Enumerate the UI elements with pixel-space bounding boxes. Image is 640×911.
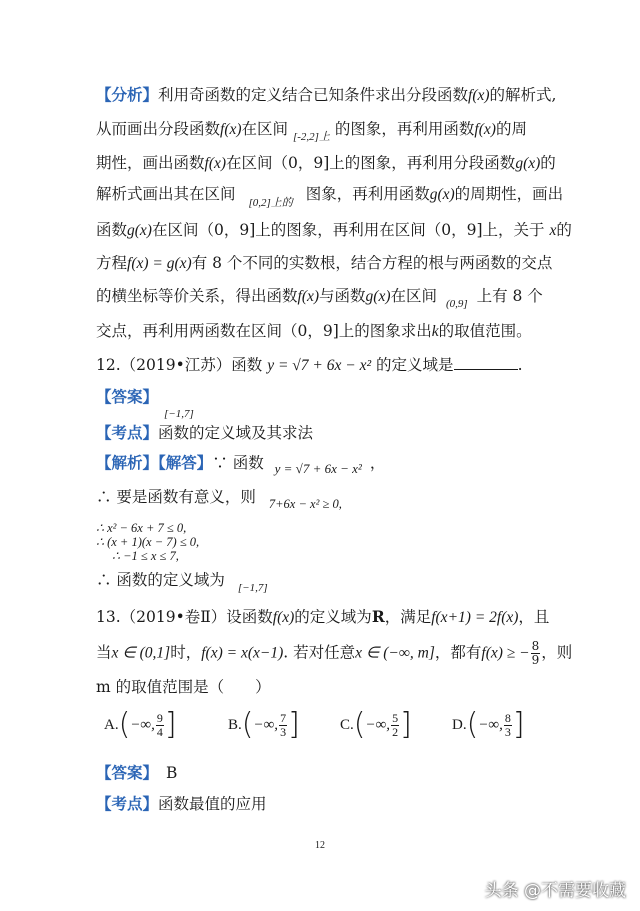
q13-kaodian: 【考点】函数最值的应用 bbox=[96, 795, 267, 813]
eight-ninths-fraction: $\frac{8}{9}$ bbox=[531, 639, 540, 667]
q12-answer-label: 【答案】 bbox=[96, 388, 159, 406]
option-c[interactable]: C. ( −∞, $\frac{5}{2}$ ] bbox=[340, 707, 412, 742]
q13-answer: 【答案】 B bbox=[96, 764, 178, 782]
analysis-line-5: 函数g(x)在区间（0，9]上的图象，再利用在区间（0，9]上，关于 x的 bbox=[96, 221, 572, 239]
watermark: 头条 @不需要收藏 bbox=[484, 881, 626, 901]
option-d[interactable]: D. ( −∞, $\frac{8}{3}$ ] bbox=[452, 707, 525, 742]
analysis-line-2: 从而画出分段函数f(x)在区间 $_{[-2,2]上}$ 的图象，再利用函数f(x)的周 bbox=[96, 120, 527, 143]
option-a[interactable]: A. ( −∞, $\frac{9}{4}$ ] bbox=[104, 707, 177, 742]
q12-step-5: ∴ 函数的定义域为 $_{[-1,7]}$ bbox=[96, 571, 268, 594]
option-b[interactable]: B. ( −∞, $\frac{7}{3}$ ] bbox=[228, 707, 300, 742]
q12-step-3: ∴ (x + 1)(x − 7) ≤ 0, bbox=[96, 535, 200, 549]
q12-step-1: ∴ 要是函数有意义，则 $_{7+6x - x^2 \ge 0,}$ bbox=[96, 488, 342, 511]
q12-step-4: ∴ −1 ≤ x ≤ 7, bbox=[112, 549, 179, 563]
q12-function: y = √7 + 6x − x² bbox=[267, 357, 372, 374]
q12-step-2: ∴ x² − 6x + 7 ≤ 0, bbox=[96, 521, 187, 535]
analysis-line-4: 解析式画出其在区间 $_{[0,2]上的}$ 图象，再利用函数g(x)的周期性，画出 bbox=[96, 185, 564, 209]
q12-jiexi: 【解析】【解答】∵ 函数 $_{y = √7 + 6x - x^2}$ ， bbox=[96, 454, 386, 476]
q12-kaodian: 【考点】函数的定义域及其求法 bbox=[96, 424, 314, 442]
question-13-stem-2: 当x ∈ (0,1]时，f(x) = x(x−1). 若对任意x ∈ (−∞, m]，都有f(x) ≥ − $\frac{8}{9}$ ，则 bbox=[96, 639, 573, 667]
analysis-line-6: 方程f(x) = g(x)有 8 个不同的实数根，结合方程的根与两函数的交点 bbox=[96, 254, 553, 272]
analysis-line-1: 【分析】利用奇函数的定义结合已知条件求出分段函数f(x)的解析式, bbox=[96, 86, 557, 104]
page-number: 12 bbox=[315, 840, 325, 851]
analysis-line-3: 期性，画出函数f(x)在区间（0，9]上的图象，再利用分段函数g(x)的 bbox=[96, 154, 556, 172]
q12-answer-value: [−1,7] bbox=[164, 408, 194, 420]
question-13-stem-3: m 的取值范围是（ ） bbox=[96, 678, 271, 696]
question-12-stem: 12.（2019•江苏）函数 y = √7 + 6x − x² 的定义域是 . bbox=[96, 356, 523, 374]
analysis-line-7: 的横坐标等价关系，得出函数f(x)与函数g(x)在区间 $_{(0,9]}$ 上有 8 个 bbox=[96, 287, 543, 310]
analysis-line-8: 交点，再利用两函数在区间（0，9]上的图象求出k的取值范围。 bbox=[96, 322, 532, 340]
answer-blank bbox=[454, 355, 518, 370]
analysis-tag: 【分析】 bbox=[96, 86, 159, 104]
question-13-stem-1: 13.（2019•卷Ⅱ）设函数f(x)的定义域为R，满足f(x+1) = 2f(x)，且 bbox=[96, 607, 550, 626]
